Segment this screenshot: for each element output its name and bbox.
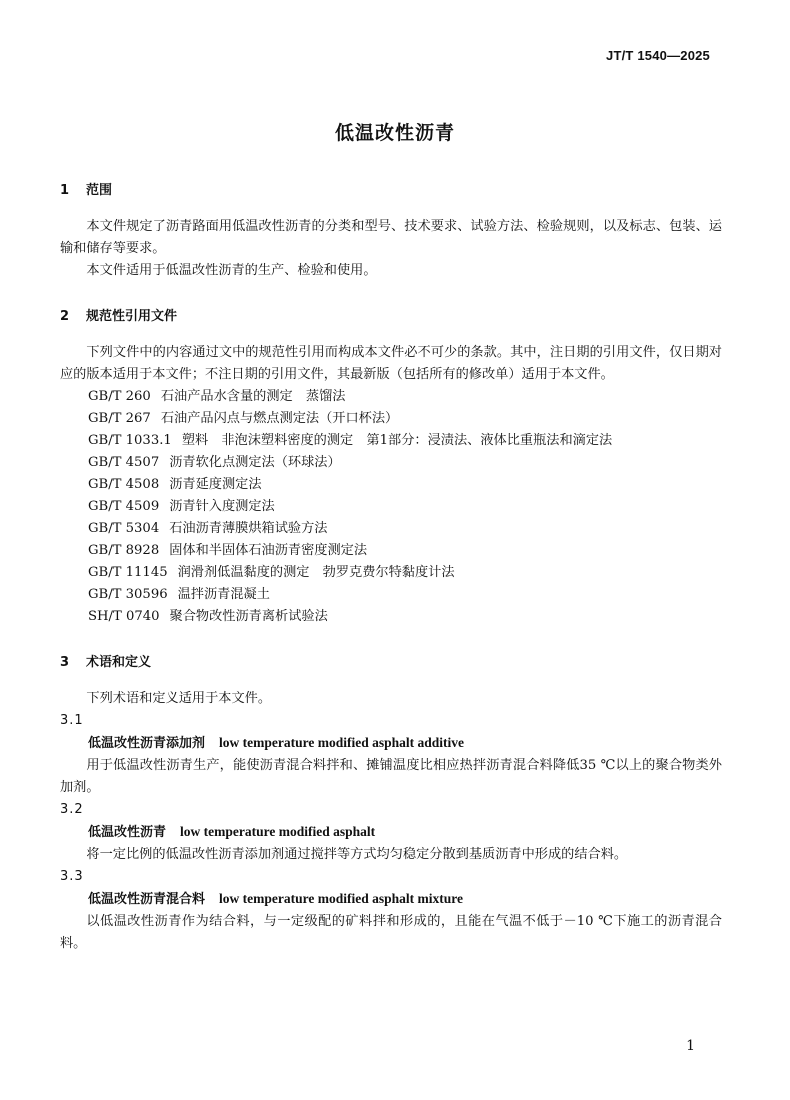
term-definition: 用于低温改性沥青生产，能使沥青混合料拌和、摊铺温度比相应热拌沥青混合料降低35 ℃以上的聚合物类外加剂。 (60, 758, 722, 795)
reference-code: GB/T 8928 (88, 543, 160, 558)
reference-item (60, 430, 722, 452)
section-number: 1 (60, 183, 70, 198)
reference-code: GB/T 5304 (88, 521, 160, 536)
section-title: 范围 (86, 183, 113, 198)
term-heading (60, 888, 722, 911)
term-en: low temperature modified asphalt additive (219, 735, 465, 750)
paragraph: 本文件适用于低温改性沥青的生产、检验和使用。 (86, 263, 377, 278)
term-definition: 以低温改性沥青作为结合料，与一定级配的矿料拌和形成的，且能在气温不低于－10 ℃下施工的沥青混合料。 (60, 914, 722, 951)
section-title: 规范性引用文件 (86, 309, 178, 324)
reference-code: GB/T 4508 (88, 477, 160, 492)
standard-code: JT/T 1540—2025 (606, 48, 710, 63)
reference-code: SH/T 0740 (88, 609, 160, 624)
term-en: low temperature modified asphalt (180, 824, 376, 839)
reference-title: 塑料 非泡沫塑料密度的测定 第1部分：浸渍法、液体比重瓶法和滴定法 (181, 433, 613, 448)
section-heading-scope (60, 180, 722, 202)
reference-item (60, 452, 722, 474)
reference-code: GB/T 1033.1 (88, 433, 172, 448)
section-number: 3 (60, 655, 70, 670)
section-title: 术语和定义 (86, 655, 152, 670)
reference-item (60, 562, 722, 584)
term-zh: 低温改性沥青 (88, 825, 167, 840)
paragraph: 下列文件中的内容通过文中的规范性引用而构成本文件必不可少的条款。其中，注日期的引用文件，仅日期对应的版本适用于本文件；不注日期的引用文件，其最新版（包括所有的修改单）适用于本文件。 (60, 345, 722, 382)
reference-code: GB/T 30596 (88, 587, 168, 602)
term-en: low temperature modified asphalt mixture (219, 891, 463, 906)
reference-title: 石油产品闪点与燃点测定法（开口杯法） (160, 411, 399, 426)
reference-code: GB/T 267 (88, 411, 151, 426)
reference-title: 沥青软化点测定法（环球法） (169, 455, 341, 470)
reference-title: 润滑剂低温黏度的测定 勃罗克费尔特黏度计法 (177, 565, 455, 580)
reference-title: 聚合物改性沥青离析试验法 (169, 609, 328, 624)
term-number: 3.2 (60, 802, 84, 817)
reference-item (60, 496, 722, 518)
reference-code: GB/T 11145 (88, 565, 168, 580)
reference-item (60, 518, 722, 540)
reference-title: 石油产品水含量的测定 蒸馏法 (160, 389, 346, 404)
reference-code: GB/T 260 (88, 389, 151, 404)
reference-item (60, 386, 722, 408)
section-number: 2 (60, 309, 70, 324)
reference-title: 石油沥青薄膜烘箱试验方法 (169, 521, 328, 536)
reference-item (60, 408, 722, 430)
document-body (60, 180, 722, 955)
reference-code: GB/T 4509 (88, 499, 160, 514)
reference-item (60, 584, 722, 606)
term-zh: 低温改性沥青添加剂 (88, 736, 206, 751)
reference-item (60, 540, 722, 562)
paragraph: 下列术语和定义适用于本文件。 (86, 691, 272, 706)
term-number: 3.1 (60, 713, 84, 728)
reference-list (60, 386, 722, 628)
reference-title: 沥青针入度测定法 (169, 499, 275, 514)
section-heading-terms-definitions (60, 652, 722, 674)
term-definition: 将一定比例的低温改性沥青添加剂通过搅拌等方式均匀稳定分散到基质沥青中形成的结合料。 (86, 847, 628, 862)
reference-item (60, 474, 722, 496)
term-heading (60, 732, 722, 755)
term-zh: 低温改性沥青混合料 (88, 892, 206, 907)
reference-title: 沥青延度测定法 (169, 477, 262, 492)
page-number: 1 (686, 1038, 695, 1054)
section-heading-normative-references (60, 306, 722, 328)
reference-item (60, 606, 722, 628)
term-heading (60, 821, 722, 844)
reference-title: 固体和半固体石油沥青密度测定法 (169, 543, 368, 558)
reference-title: 温拌沥青混凝土 (177, 587, 270, 602)
reference-code: GB/T 4507 (88, 455, 160, 470)
term-number: 3.3 (60, 869, 84, 884)
document-title: 低温改性沥青 (334, 122, 455, 144)
paragraph: 本文件规定了沥青路面用低温改性沥青的分类和型号、技术要求、试验方法、检验规则，以及标志、包装、运输和储存等要求。 (60, 219, 722, 256)
